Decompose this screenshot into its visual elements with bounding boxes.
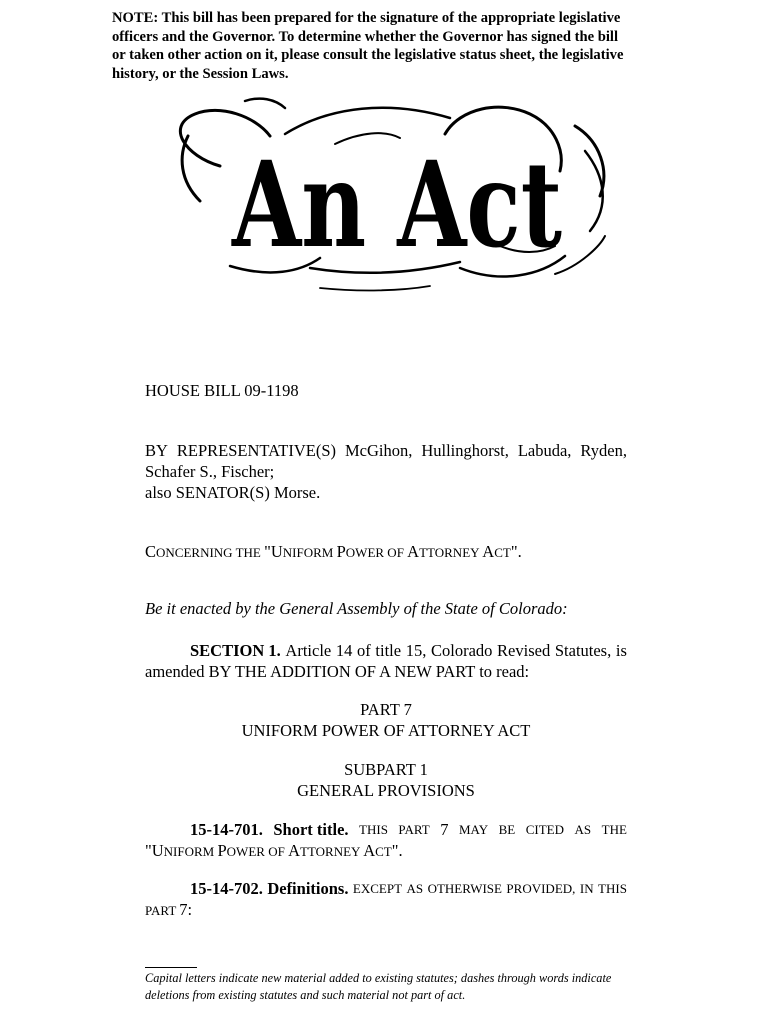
sc-part: "U [264, 542, 283, 561]
subpart-number: SUBPART 1 [344, 760, 428, 779]
section-word: Statutes, [554, 641, 612, 660]
part-number: PART 7 [360, 700, 412, 719]
sc-part: NIFORM [282, 545, 337, 560]
footnote-line-2: deletions from existing statutes and such material not part of act. [145, 988, 466, 1002]
sc-part: NIFORM [163, 844, 218, 859]
enacting-clause: Be it enacted by the General Assembly of the State of Colorado: [145, 599, 568, 618]
sec702-word: IN [579, 881, 594, 896]
section-15-14-701 [145, 819, 627, 862]
section-15-14-702 [145, 878, 627, 921]
sc-part: P [336, 542, 346, 561]
subpart-heading [145, 759, 627, 801]
sponsor-word: BY [145, 441, 168, 460]
sc-part: P [217, 841, 227, 860]
sponsor-word: Hullinghorst, [421, 441, 509, 460]
an-act-seal [160, 96, 635, 301]
sec702-heading: Definitions. [267, 879, 349, 898]
sponsor-word: REPRESENTATIVE(S) [176, 441, 336, 460]
sc-part: TTORNEY [299, 844, 364, 859]
concerning-clause [145, 541, 522, 563]
sc-part: A [363, 841, 376, 860]
sec702-line-2 [145, 899, 627, 921]
sc-part: ONCERNING THE [156, 545, 265, 560]
note-line-1: NOTE: This bill has been prepared for the signature of the appropriate legislative [112, 10, 621, 26]
sec701-word: AS [574, 822, 592, 837]
note-line-4: history, or the Session Laws. [112, 65, 289, 82]
sec701-number: 15-14-701. [190, 820, 263, 839]
sc-part: A [482, 542, 495, 561]
sec702-word: OTHERWISE [427, 881, 502, 896]
sec702-word: PROVIDED, [506, 881, 576, 896]
sec701-word: BE [498, 822, 516, 837]
section-word: Colorado [430, 641, 493, 660]
sec702-word: EXCEPT [352, 881, 403, 896]
sc-part: C [145, 542, 157, 561]
sec701-word: THE [601, 822, 627, 837]
section-word: 14 [335, 641, 353, 660]
sponsors [145, 440, 627, 503]
sc-part: ". [391, 841, 403, 860]
section-1-label: SECTION 1. [190, 641, 281, 660]
note-line-2: officers and the Governor. To determine whether the Governor has signed the bill [112, 28, 619, 45]
section-1 [145, 640, 627, 682]
sec702-number: 15-14-702. [190, 879, 263, 898]
sec701-word: CITED [525, 822, 564, 837]
sponsors-line-2: Schafer S., Fischer; [145, 462, 275, 481]
section-word: is [615, 641, 627, 660]
bill-number: HOUSE BILL 09-1198 [145, 381, 299, 400]
section-word: Article [285, 641, 332, 660]
part-title: UNIFORM POWER OF ATTORNEY ACT [241, 721, 531, 740]
section-word: title [375, 641, 402, 660]
note-line-3: or taken other action on it, please consult the legislative status sheet, the legislative [112, 47, 624, 63]
sec701-heading: Short title. [273, 820, 349, 839]
footnote-divider [145, 967, 197, 968]
sc-part: ". [510, 542, 522, 561]
sec701-word: THIS [359, 822, 388, 837]
sec701-word: 7 [440, 820, 449, 839]
sc-part: A [288, 841, 300, 860]
section-word: 15, [405, 641, 427, 660]
sec701-word: PART [398, 822, 430, 837]
governor-signature-note [112, 9, 652, 83]
sponsor-word: Ryden, [580, 441, 627, 460]
sc-part: OWER OF [345, 545, 408, 560]
sec702-word: THIS [598, 881, 627, 896]
sc-part: 7: [179, 900, 193, 919]
sec702-word: AS [406, 881, 424, 896]
sec702-line-1 [145, 878, 627, 899]
subpart-title: GENERAL PROVISIONS [297, 781, 475, 800]
sc-part: A [407, 542, 420, 561]
an-act-flourish-icon [160, 96, 635, 301]
sc-part: OWER OF [226, 844, 289, 859]
footnote [145, 970, 640, 1004]
sponsor-word: McGihon, [344, 441, 413, 460]
sec701-line-1 [145, 819, 627, 840]
an-act-title: An Act [231, 135, 562, 274]
section-word: Revised [497, 641, 551, 660]
part-heading [145, 699, 627, 741]
section-word: of [357, 641, 371, 660]
sponsors-line-1 [145, 440, 627, 461]
sc-part: PART [145, 903, 180, 918]
sc-part: TTORNEY [419, 545, 483, 560]
section-1-line-2: amended BY THE ADDITION OF A NEW PART to read: [145, 662, 530, 681]
section-1-line-1 [145, 640, 627, 661]
sponsor-word: Labuda, [517, 441, 572, 460]
sec701-line-2 [145, 840, 627, 862]
sponsors-line-3: also SENATOR(S) Morse. [145, 483, 321, 502]
sec701-word: MAY [458, 822, 489, 837]
footnote-line-1: Capital letters indicate new material added to existing statutes; dashes through words indicate [145, 971, 612, 985]
sc-part: CT [375, 844, 392, 859]
sc-part: "U [145, 841, 164, 860]
sc-part: CT [494, 545, 511, 560]
